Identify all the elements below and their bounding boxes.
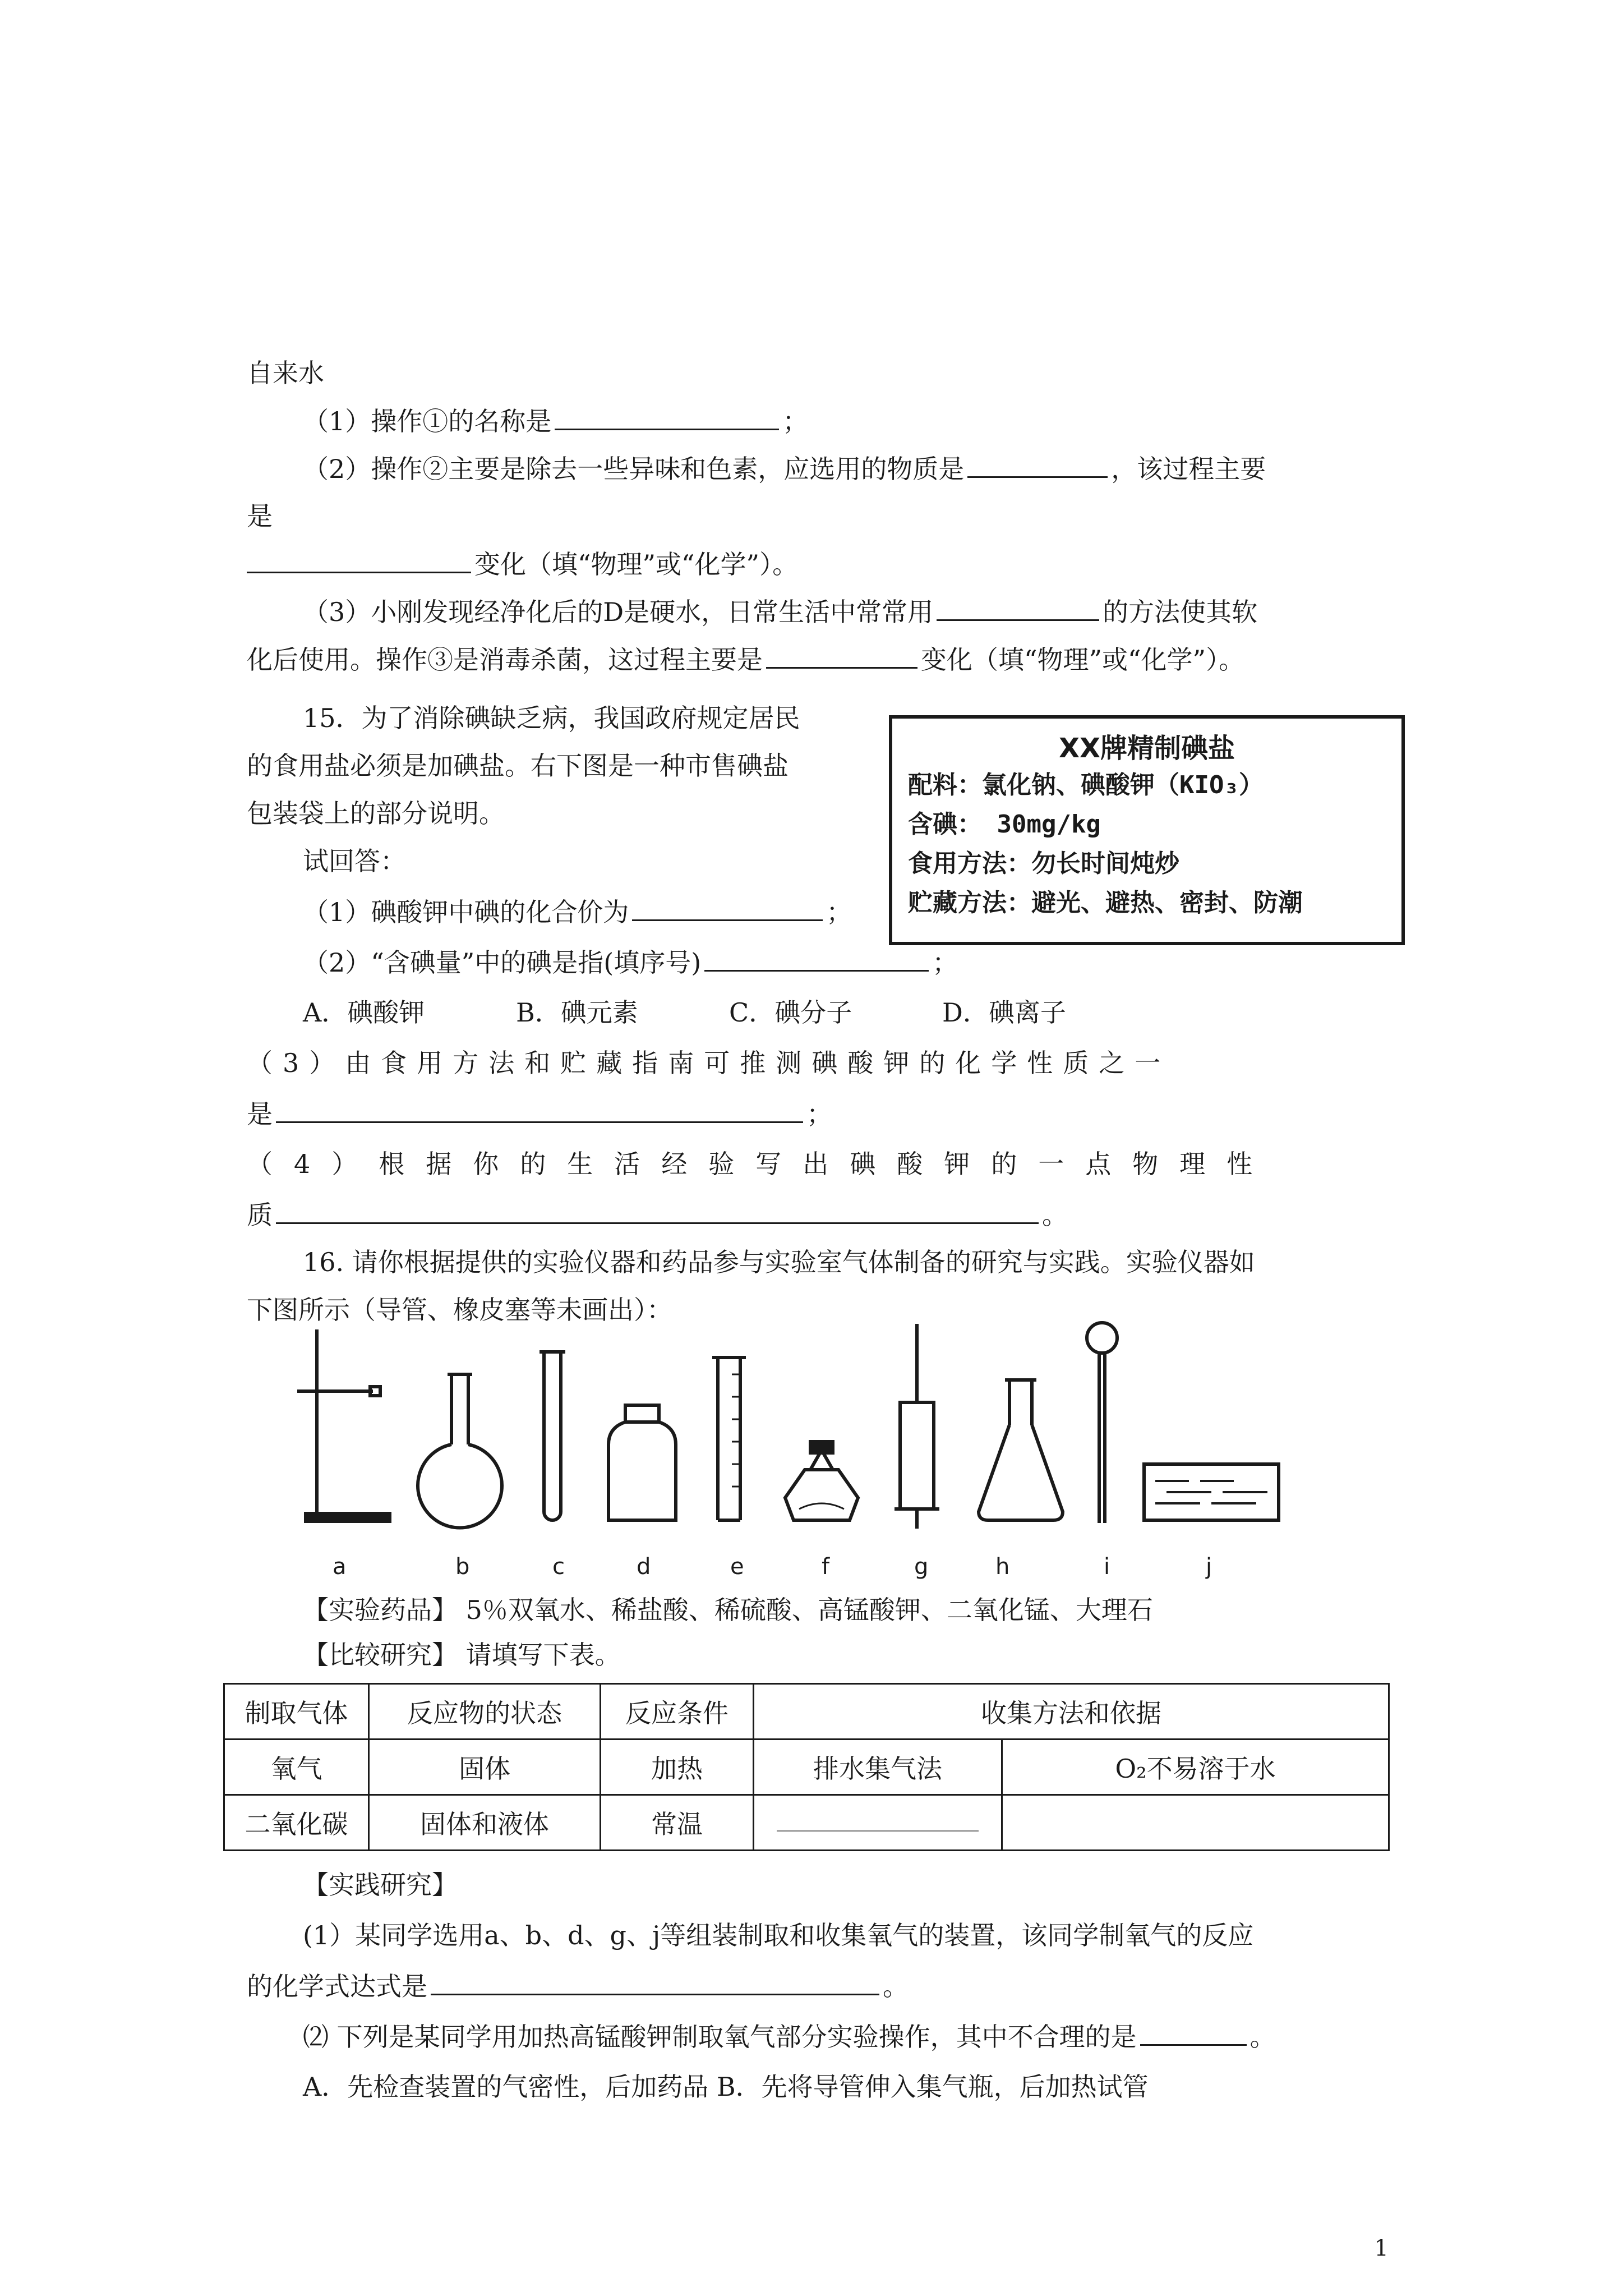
table-cell: 二氧化碳: [224, 1795, 369, 1851]
compare-line: 【比较研究】 请填写下表。: [303, 1640, 621, 1670]
practice-heading: 【实践研究】: [303, 1870, 458, 1900]
option-c[interactable]: C．碘分子: [729, 997, 852, 1028]
question-15-1: （1）碘酸钾中碘的化合价为 ；: [303, 895, 1387, 929]
answer-blank[interactable]: [276, 1198, 1039, 1224]
apparatus-label-d: d: [637, 1554, 651, 1580]
apparatus-label-f: f: [822, 1554, 830, 1580]
table-header-cell: 收集方法和依据: [754, 1684, 1389, 1740]
conical-flask-icon: [979, 1380, 1063, 1520]
practice-1: (1）某同学选用a、b、d、g、j等组装制取和收集氧气的装置，该同学制氧气的反应: [303, 1920, 1254, 1950]
reagents-line: 【实验药品】 5％双氧水、稀盐酸、稀硫酸、高锰酸钾、二氧化锰、大理石: [303, 1595, 1153, 1625]
iodized-salt-label: [889, 715, 1405, 945]
table-cell: 常温: [601, 1795, 754, 1851]
option-a[interactable]: A．碘酸钾: [303, 997, 425, 1028]
question-15-2: （2）“含碘量”中的碘是指(填序号) ；: [303, 945, 1387, 979]
answer-blank[interactable]: [431, 1969, 879, 1995]
table-header-row: [224, 1684, 1389, 1740]
question-15-text: 包装袋上的部分说明。: [247, 798, 505, 829]
label-ingredients: 配料：氯化钠、碘酸钾（KIO₃）: [908, 771, 1264, 799]
label-storage: 贮藏方法：避光、避热、密封、防潮: [908, 889, 1303, 917]
apparatus-label-b: b: [455, 1554, 470, 1580]
label-iodine-content: 含碘： 30mg/kg: [908, 810, 1101, 839]
table-cell: 固体: [369, 1740, 601, 1795]
practice-2: ⑵ 下列是某同学用加热高锰酸钾制取氧气部分实验操作，其中不合理的是 。: [303, 2019, 1387, 2054]
test-tube-icon: [540, 1352, 565, 1520]
apparatus-label-h: h: [995, 1554, 1010, 1580]
table-answer-cell[interactable]: [754, 1795, 1002, 1851]
text-line: 自来水: [247, 358, 324, 388]
answer-blank[interactable]: [937, 595, 1099, 621]
table-row: [224, 1740, 1389, 1795]
table-cell: 氧气: [224, 1740, 369, 1795]
question-16-text: 16. 请你根据提供的实验仪器和药品参与实验室气体制备的研究与实践。实验仪器如: [303, 1247, 1255, 1277]
round-bottom-flask-icon: [418, 1374, 502, 1527]
table-header-cell: 反应条件: [601, 1684, 754, 1740]
alcohol-lamp-icon: [785, 1442, 858, 1520]
question-14-2: （2）操作②主要是除去一些异味和色素，应选用的物质是 ，该过程主要: [303, 452, 1387, 486]
question-15-text: 试回答：: [303, 846, 406, 876]
option-d[interactable]: D．碘离子: [942, 997, 1066, 1028]
answer-blank[interactable]: [555, 404, 779, 430]
water-trough-icon: [1144, 1464, 1279, 1520]
table-cell: 加热: [601, 1740, 754, 1795]
table-row: [224, 1795, 1389, 1851]
question-15-options: [303, 996, 1387, 1029]
option-b[interactable]: B．碘元素: [516, 997, 638, 1028]
question-15-3-blank: 是 ；: [247, 1097, 1387, 1131]
lab-apparatus-figure: [280, 1313, 1290, 1537]
practice-2-options: A．先检查装置的气密性，后加药品 B．先将导管伸入集气瓶，后加热试管: [303, 2072, 1149, 2102]
practice-1-blank: 的化学式达式是 。: [247, 1969, 1387, 2003]
answer-blank[interactable]: [777, 1808, 979, 1832]
apparatus-label-a: a: [333, 1554, 347, 1580]
question-16-text: 下图所示（导管、橡皮塞等未画出）：: [247, 1295, 672, 1325]
apparatus-label-e: e: [730, 1554, 744, 1580]
question-15-text: 的食用盐必须是加碘盐。右下图是一种市售碘盐: [247, 751, 789, 781]
gas-collecting-bottle-icon: [608, 1405, 676, 1520]
answer-blank[interactable]: [704, 945, 929, 972]
comparison-table: [223, 1683, 1390, 1851]
answer-blank[interactable]: [632, 895, 823, 921]
question-15-text: 15．为了消除碘缺乏病，我国政府规定居民: [303, 703, 800, 733]
question-15-3: （3）由食用方法和贮藏指南可推测碘酸钾的化学性质之一: [247, 1048, 1171, 1078]
table-header-cell: 反应物的状态: [369, 1684, 601, 1740]
answer-blank[interactable]: [247, 547, 471, 573]
question-14-1: （1）操作①的名称是 ；: [303, 404, 1387, 438]
thistle-funnel-icon: [1087, 1323, 1117, 1523]
answer-blank[interactable]: [276, 1097, 803, 1123]
apparatus-label-i: i: [1104, 1554, 1110, 1580]
table-header-cell: 制取气体: [224, 1684, 369, 1740]
long-neck-funnel-icon: [895, 1324, 939, 1529]
table-cell: 排水集气法: [754, 1740, 1002, 1795]
question-15-4: （4）根据你的生活经验写出碘酸钾的一点物理性: [247, 1149, 1274, 1179]
text-line: 化后使用。操作③是消毒杀菌，这过程主要是 变化（填“物理”或“化学”）。: [247, 642, 1387, 677]
table-answer-cell[interactable]: [1002, 1795, 1389, 1851]
label-title: XX牌精制碘盐: [1058, 733, 1235, 764]
apparatus-label-j: j: [1206, 1554, 1212, 1580]
graduated-cylinder-icon: [712, 1358, 746, 1520]
apparatus-label-c: c: [552, 1554, 565, 1580]
label-usage: 食用方法：勿长时间炖炒: [908, 849, 1179, 878]
question-15-4-blank: 质 。: [247, 1198, 1387, 1232]
table-cell: 固体和液体: [369, 1795, 601, 1851]
table-cell: O₂不易溶于水: [1002, 1740, 1389, 1795]
answer-blank[interactable]: [766, 642, 917, 669]
text-line: 变化（填“物理”或“化学”）。: [247, 547, 1387, 581]
iron-stand-icon: [297, 1329, 390, 1521]
question-14-3: （3）小刚发现经净化后的D是硬水，日常生活中常常用 的方法使其软: [303, 595, 1387, 629]
answer-blank[interactable]: [967, 452, 1108, 478]
apparatus-label-g: g: [914, 1554, 929, 1580]
page-number: 1: [1374, 2235, 1389, 2261]
answer-blank[interactable]: [1140, 2019, 1247, 2046]
text-line: 是: [247, 501, 273, 531]
